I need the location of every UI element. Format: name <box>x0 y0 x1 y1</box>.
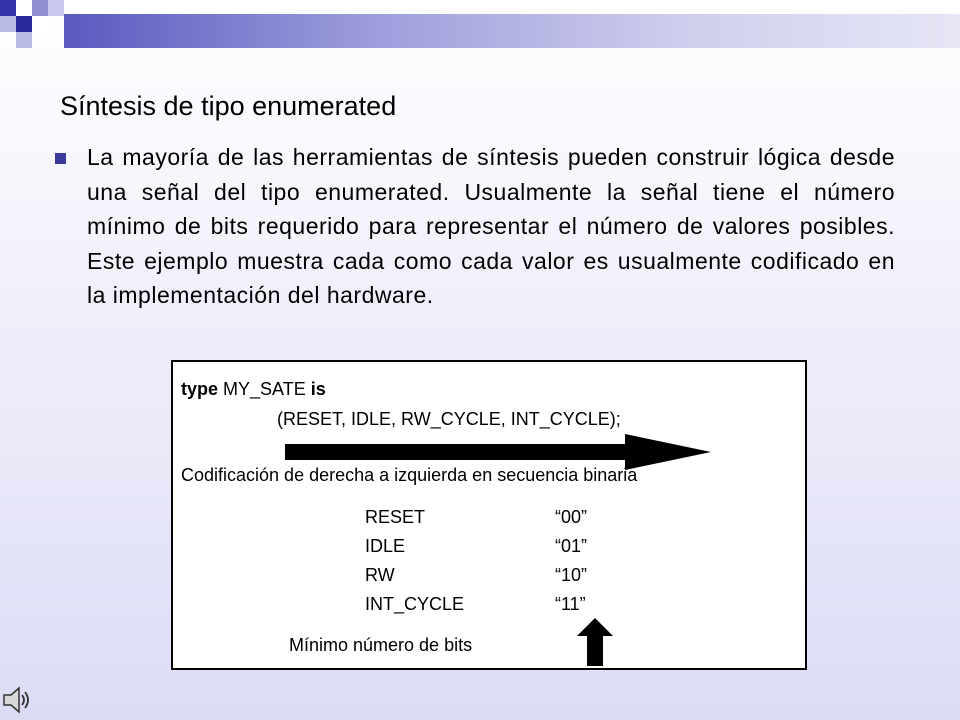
state-code-rw: “10” <box>555 565 588 585</box>
code-example-box <box>171 360 807 670</box>
state-name-int-cycle: INT_CYCLE <box>365 594 465 614</box>
type-declaration-line <box>181 378 326 400</box>
slide-title: Síntesis de tipo enumerated <box>60 91 397 121</box>
keyword-is: is <box>310 379 326 399</box>
header-square-light-3 <box>48 0 64 16</box>
enum-values-line: (RESET, IDLE, RW_CYCLE, INT_CYCLE); <box>277 409 621 429</box>
header-stripe <box>64 14 960 48</box>
keyword-type: type <box>181 379 219 399</box>
header-square-dark <box>0 0 16 16</box>
header-square-dark-2 <box>16 16 32 32</box>
encoding-caption: Codificación de derecha a izquierda en secuencia binaria <box>181 465 638 485</box>
header-square-white <box>16 0 32 16</box>
bullet-paragraph: La mayoría de las herramientas de síntesis pueden construir lógica desde una señal del tipo enumerated. Usualmente la señal tiene el número mínimo de bits requerido para representar el número de valores posibles. Este ejemplo muestra cada como cada valor es usualmente codificado en la implementación del hardware. <box>87 144 895 308</box>
state-code-reset: “00” <box>555 507 588 527</box>
state-name-idle: IDLE <box>365 536 406 556</box>
state-name-reset: RESET <box>365 507 426 527</box>
type-name: MY_SATE <box>223 379 306 399</box>
header-square-mid <box>32 0 48 16</box>
state-code-idle: “01” <box>555 536 588 556</box>
header-square-light <box>0 16 16 32</box>
state-code-int-cycle: “11” <box>555 594 586 614</box>
bullet-square-icon <box>55 153 66 164</box>
up-arrow-icon <box>577 618 613 666</box>
speaker-icon[interactable] <box>2 684 34 716</box>
state-name-rw: RW <box>365 565 395 585</box>
header-square-white-2 <box>32 16 48 32</box>
header-square-light-2 <box>16 32 32 48</box>
min-bits-label: Mínimo número de bits <box>289 635 473 655</box>
